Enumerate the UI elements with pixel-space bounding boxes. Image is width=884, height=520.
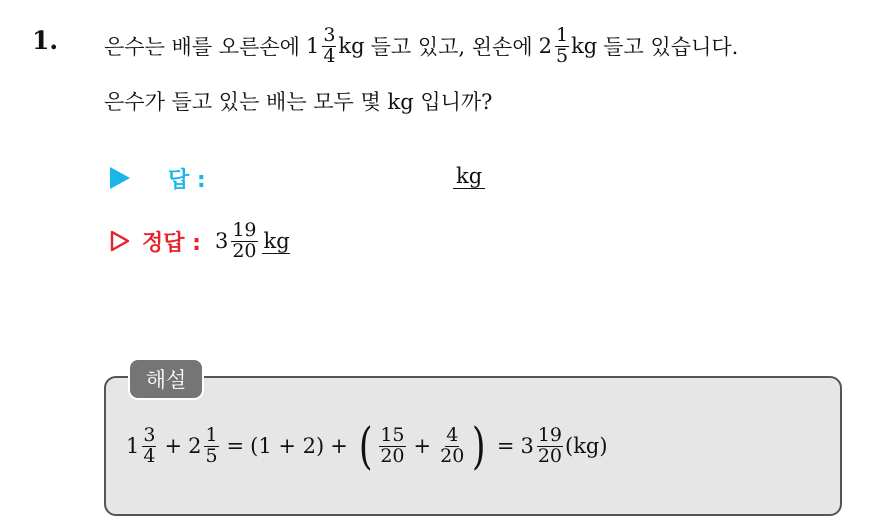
frac1-denominator: 20 [380, 444, 405, 467]
result-unit: (kg) [565, 434, 608, 458]
correct-whole: 3 [214, 229, 229, 253]
correct-unit: kg [263, 228, 290, 253]
answer-label: 답 : [168, 167, 206, 193]
question-text-b: 들고 있고, 왼손에 [370, 35, 533, 59]
frac2-denominator: 20 [440, 444, 465, 467]
frac2-numerator: 4 [446, 423, 459, 446]
outline-triangle-icon [110, 230, 130, 252]
term1-numerator: 3 [143, 423, 156, 446]
unit1: kg [338, 34, 365, 58]
left-paren: ( [358, 417, 373, 475]
result-whole: 3 [520, 434, 534, 458]
answer-unit-blank[interactable]: kg [453, 164, 485, 189]
question-line-1 [104, 14, 738, 78]
mixed1-fraction [322, 23, 336, 67]
mixed1-numerator: 3 [323, 23, 336, 46]
term2-fraction [204, 423, 218, 467]
correct-denominator: 20 [232, 239, 257, 262]
term1-denominator: 4 [143, 444, 156, 467]
fraction-15-20 [379, 423, 405, 467]
unit2: kg [571, 34, 598, 58]
equals-sign: = [226, 434, 245, 458]
whole-sum-group: (1 + 2) [250, 434, 325, 458]
term1-whole: 1 [126, 434, 140, 458]
question-text-c: 들고 있습니다. [603, 35, 739, 59]
correct-fraction [231, 218, 257, 262]
explanation-tag: 해설 [128, 358, 204, 400]
term2-numerator: 1 [205, 423, 218, 446]
question-text-a: 은수는 배를 오른손에 [104, 35, 300, 59]
plus-sign: + [164, 434, 183, 458]
answer-row [110, 160, 206, 196]
correct-answer-label: 정답 : [142, 230, 201, 256]
term1-fraction [142, 423, 156, 467]
explanation-formula [126, 410, 608, 482]
question-number: 1. [32, 26, 59, 55]
fraction-4-20 [439, 423, 465, 467]
mixed2-numerator: 1 [555, 23, 569, 46]
correct-answer-row [110, 210, 290, 272]
play-triangle-icon [110, 167, 130, 189]
result-denominator: 20 [537, 444, 563, 467]
plus-sign: + [330, 434, 348, 458]
correct-answer-value [214, 218, 290, 262]
frac1-numerator: 15 [380, 423, 405, 446]
term2-denominator: 5 [205, 444, 218, 467]
mixed2-denominator: 5 [555, 44, 569, 67]
plus-sign: + [413, 434, 432, 458]
equals-sign: = [496, 434, 515, 458]
mixed1-denominator: 4 [323, 44, 336, 67]
mixed2-whole: 2 [538, 34, 552, 58]
mixed1-whole: 1 [305, 34, 320, 58]
term2-whole: 2 [188, 434, 202, 458]
right-paren: ) [472, 417, 486, 475]
correct-numerator: 19 [232, 218, 257, 241]
result-fraction [537, 423, 563, 467]
question-line-2: 은수가 들고 있는 배는 모두 몇 kg 입니까? [104, 90, 493, 114]
result-numerator: 19 [537, 423, 563, 446]
mixed2-fraction [555, 23, 569, 67]
